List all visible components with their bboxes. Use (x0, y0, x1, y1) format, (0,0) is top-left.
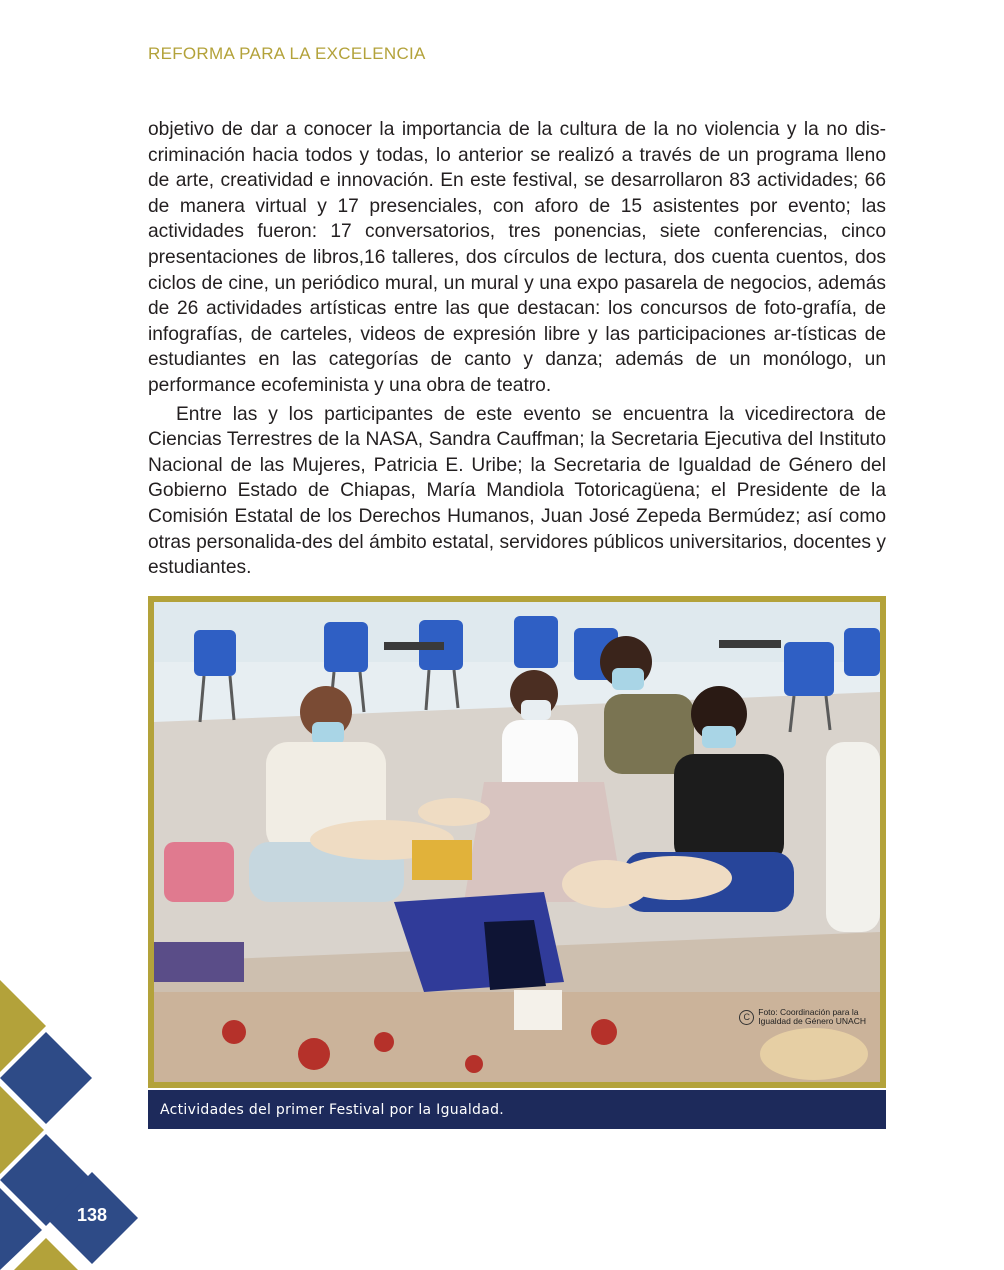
credit-line-1: Foto: Coordinación para la (758, 1007, 859, 1017)
running-header: REFORMA PARA LA EXCELENCIA (148, 44, 426, 63)
credit-line-2: Igualdad de Género UNACH (758, 1016, 866, 1026)
caption-bar (148, 1090, 886, 1129)
copyright-icon: C (739, 1010, 754, 1025)
photo-credit (739, 1008, 866, 1026)
paragraph-1: objetivo de dar a conocer la importancia de la cultura de la no violencia y la no dis-criminación hacia todos y todas, lo anterior se realizó a través de un programa lleno de arte, creatividad e innovación. En este festival, se desarrollaron 83 actividades; 66 de manera virtual y 17 presenciales, con aforo de 15 asistentes por evento; las actividades fueron: 17 conversatorios, tres ponencias, siete conferencias, cinco presentaciones de libros,16 talleres, dos círculos de lectura, dos cuenta cuentos, dos ciclos de cine, un periódico mural, un mural y una expo pasarela de negocios, además de 26 actividades artísticas entre las que destacan: los concursos de foto-grafía, de infografías, de carteles, videos de expresión libre y las participaciones ar-tísticas de estudiantes en las categorías de canto y danza; además de un monólogo, un performance ecofeminista y una obra de teatro. (148, 119, 886, 396)
figure-caption: Actividades del primer Festival por la Igualdad. (160, 1101, 505, 1118)
credit-text (758, 1008, 866, 1026)
body-text (148, 117, 886, 581)
festival-photo (154, 602, 880, 1082)
photo-frame (148, 596, 886, 1088)
paragraph-2: Entre las y los participantes de este evento se encuentra la vicedirectora de Ciencias Terrestres de la NASA, Sandra Cauffman; la Secretaria Ejecutiva del Instituto Nacional de las Mujeres, Patricia E. Uribe; la Secretaria de Igualdad de Género del Gobierno Estado de Chiapas, María Mandiola Totoricagüena; el Presidente de la Comisión Estatal de los Derechos Humanos, Juan José Zepeda Bermúdez; así como otras personalida-des del ámbito estatal, servidores públicos universitarios, docentes y estudiantes. (148, 403, 886, 579)
page-number: 138 (76, 1205, 108, 1225)
figure (148, 596, 886, 1129)
